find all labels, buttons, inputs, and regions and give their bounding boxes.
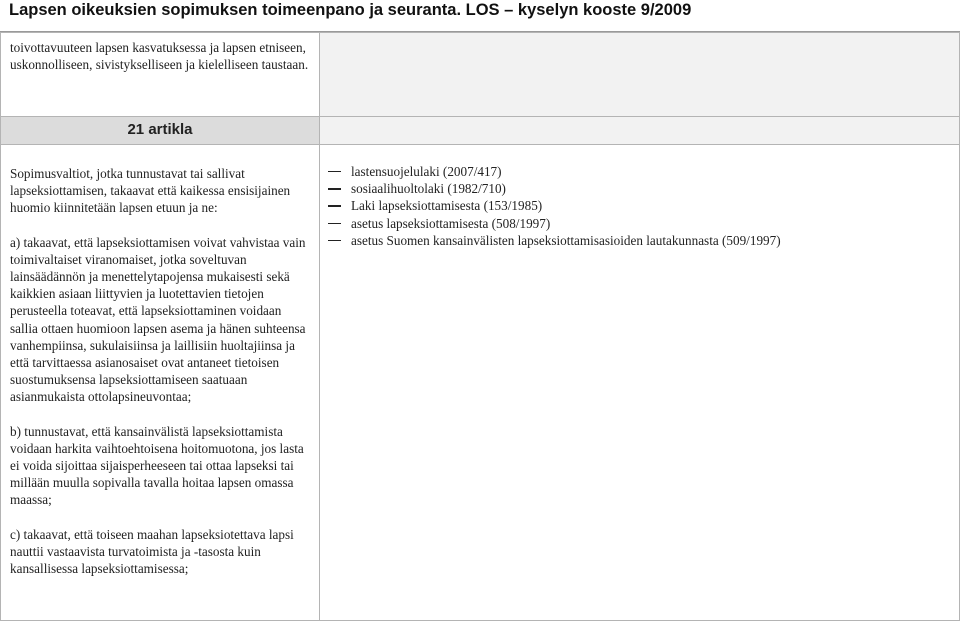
empty-cell (320, 33, 960, 117)
dash-icon (328, 240, 341, 241)
law-name: Laki lapseksiottamisesta (153/1985) (351, 198, 543, 214)
list-item (328, 180, 951, 197)
law-name: lastensuojelulaki (2007/417) (351, 164, 502, 179)
law-name: asetus lapseksiottamisesta (508/1997) (351, 215, 551, 231)
dash-icon (328, 171, 341, 172)
law-list (328, 163, 951, 249)
list-item (328, 232, 951, 249)
dash-icon (328, 205, 341, 206)
page-header (0, 0, 960, 32)
table-row (1, 33, 960, 117)
empty-heading-cell (320, 117, 960, 145)
law-list-cell (320, 145, 960, 621)
list-item (328, 197, 951, 214)
dash-icon (328, 188, 341, 189)
article-heading: 21 artikla (1, 117, 320, 145)
dash-icon (328, 223, 341, 224)
article-intro: Sopimusvaltiot, jotka tunnustavat tai sallivat lapseksiottamisen, takaavat että kaikessa ensisijainen huomio kiinnitetään lapsen etuun ja ne: (10, 166, 291, 216)
page-title: Lapsen oikeuksien sopimuksen toimeenpano ja seuranta. LOS – kyselyn kooste 9/2009 (9, 1, 692, 19)
document-table (0, 32, 960, 621)
article-clause-a: a) takaavat, että lapseksiottamisen voivat vahvistaa vain toimivaltaiset viranomaiset, jotka soveltuvan lainsäädännön ja menettelytapojensa mukaisesti sekä kaikkien asiaan liittyvien ja luotettavien tietojen perusteella toteavat, että lapseksiottaminen voidaan sallia ottaen huomioon lapsen asema ja hänen suhteensa vanhempiinsa, sukulaisiinsa ja laillisiin huoltajiinsa ja että tarvittaessa asianosaiset ovat antaneet tietoisen suostumuksensa lapseksiottamiseen saatuaan asianmukaista ottolapsineuvontaa; (10, 234, 306, 405)
table-row (1, 145, 960, 621)
article-clause-c: c) takaavat, että toiseen maahan lapseksiotettava lapsi nauttii vastaavista turvatoimista ja -tasosta kuin kansallisessa lapseksiottamisessa; (10, 526, 294, 577)
article-clause-b: b) tunnustavat, että kansainvälistä lapseksiottamista voidaan harkita vaihtoehtoisena hoitomuotona, jos lasta ei voida sijoittaa sijaisperheeseen tai ottaa lapseksi tai millään muulla sopivalla tavalla hoitaa lapsen omassa maassa; (10, 423, 304, 508)
continuation-text: toivottavuuteen lapsen kasvatuksessa ja lapsen etniseen, uskonnolliseen, sivistykselliseen ja kielelliseen taustaan. (10, 40, 309, 73)
table-row (1, 117, 960, 145)
list-item (328, 215, 951, 232)
continuation-cell (1, 33, 320, 117)
list-item (328, 163, 951, 180)
law-name: asetus Suomen kansainvälisten lapseksiottamisasioiden lautakunnasta (509/1997) (351, 232, 781, 248)
article-text-cell (1, 145, 320, 621)
law-name: sosiaalihuoltolaki (1982/710) (351, 181, 506, 197)
